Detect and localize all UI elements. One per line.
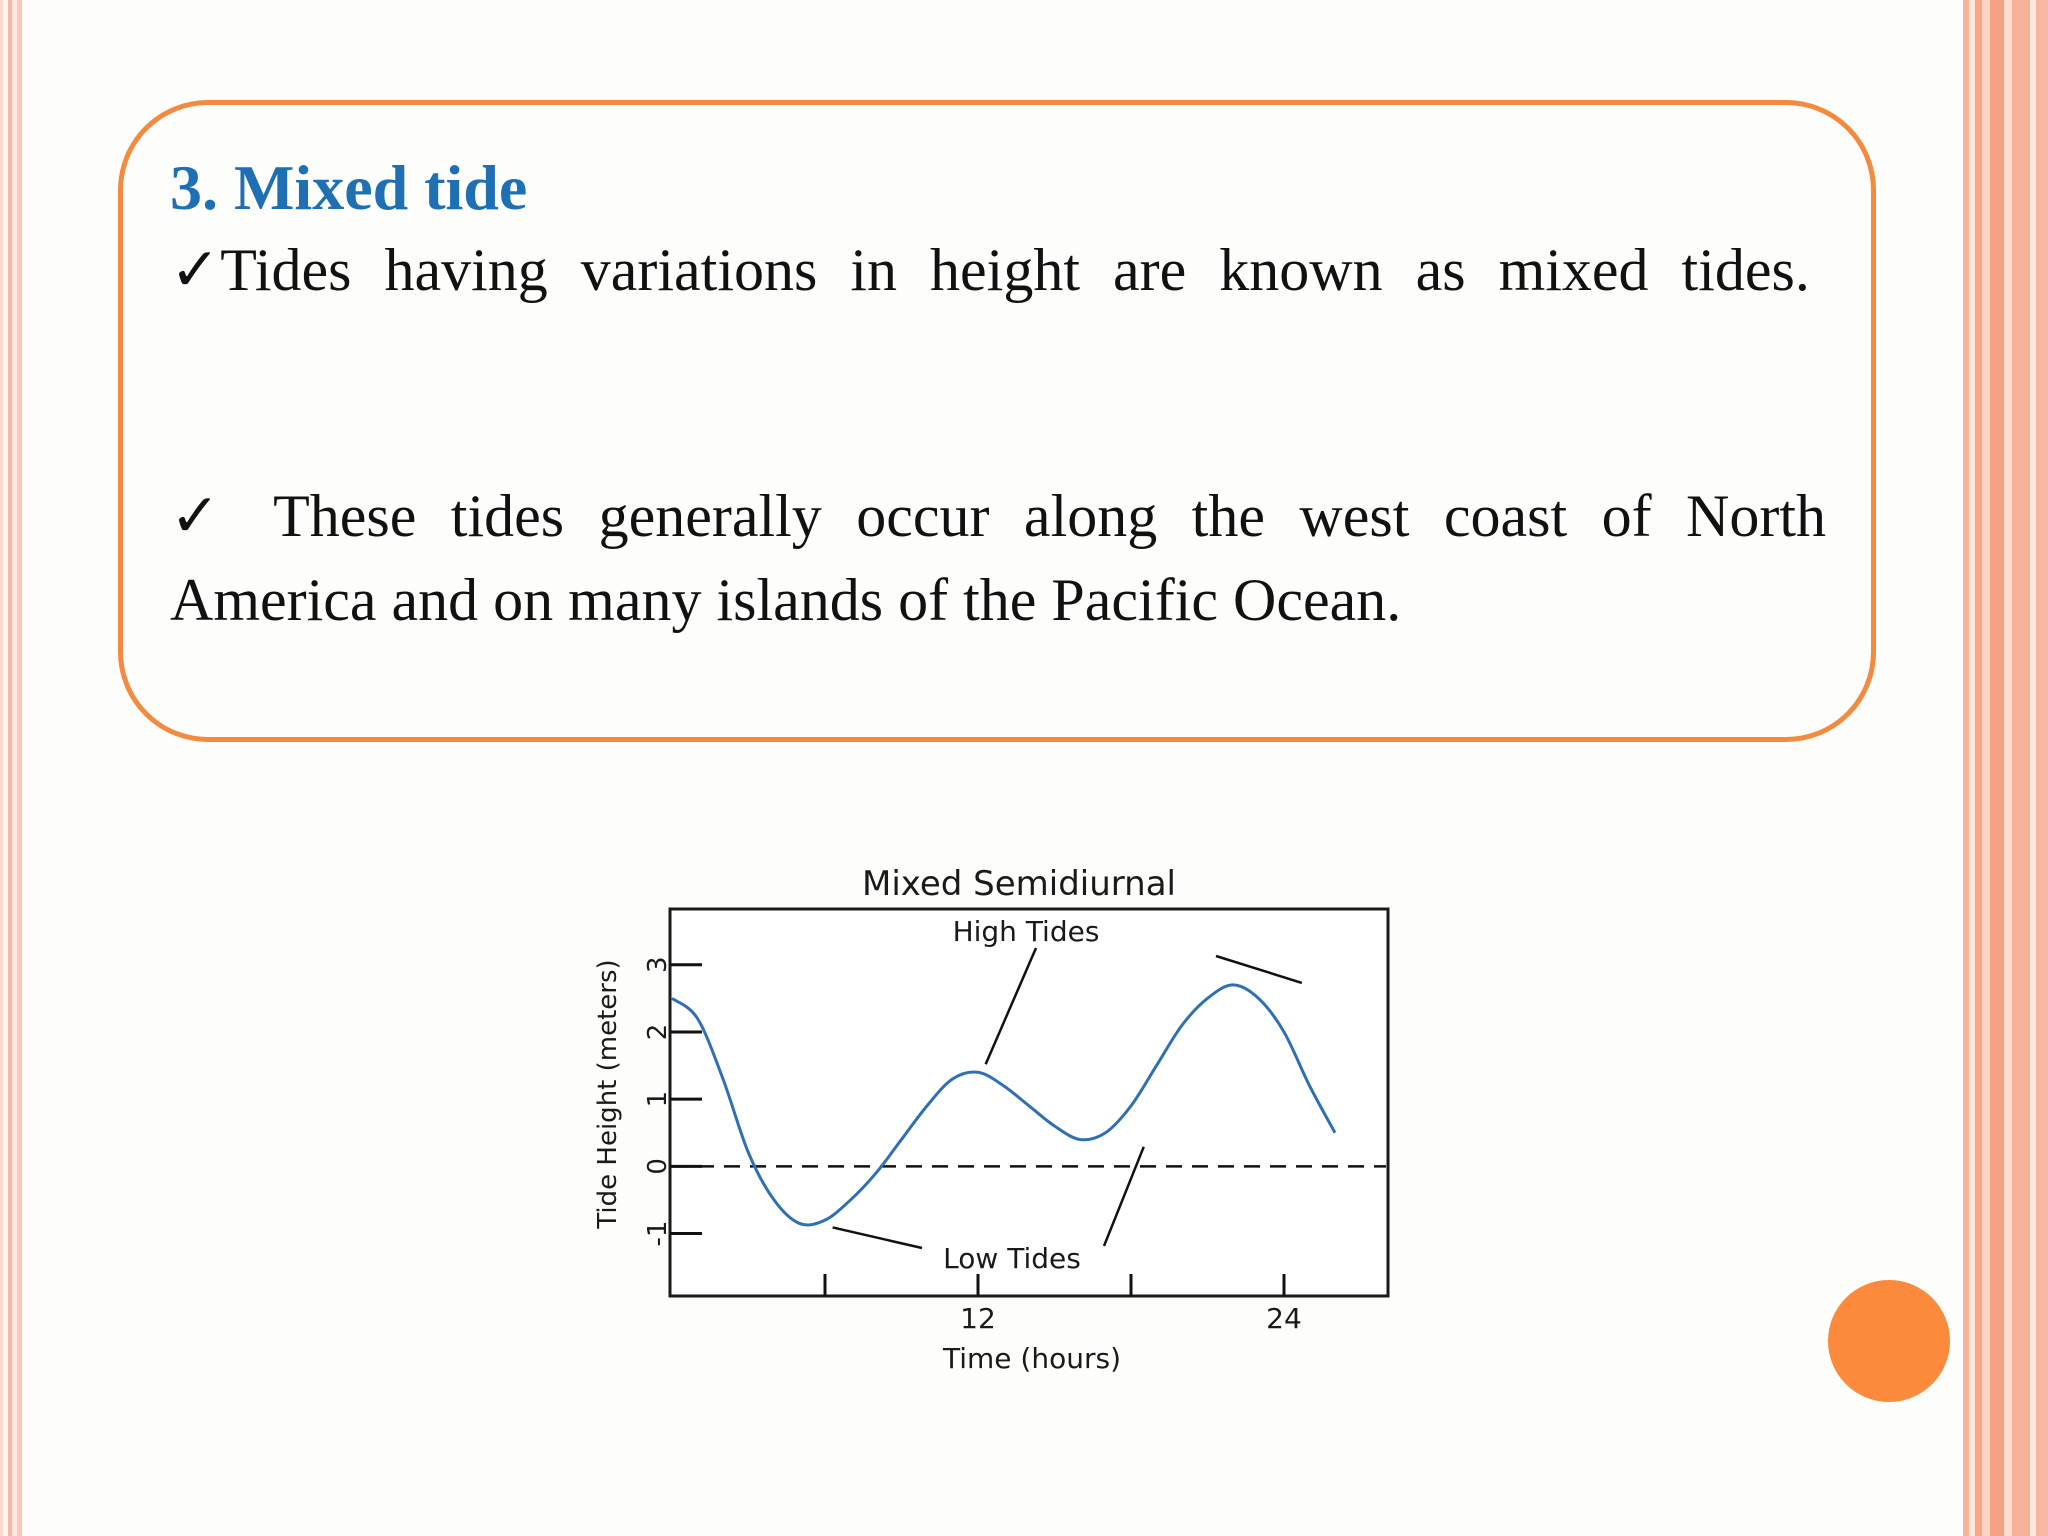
x-axis-label: Time (hours)	[943, 1342, 1121, 1375]
right-decorative-stripes	[1960, 0, 2048, 1536]
x-tick-label: 12	[960, 1302, 996, 1335]
tide-chart	[580, 858, 1420, 1398]
annotation-low-tides: Low Tides	[943, 1242, 1081, 1275]
bullet-paragraph-1	[170, 228, 1826, 312]
annotation-high-tides: High Tides	[952, 915, 1100, 948]
y-tick-label: 1	[643, 1090, 673, 1108]
checkmark-icon: ✓	[170, 237, 221, 303]
slide-heading: 3. Mixed tide	[170, 152, 528, 223]
x-tick-label: 24	[1266, 1302, 1302, 1335]
y-axis-label: Tide Height (meters)	[593, 959, 623, 1229]
bullet-text-2: These tides generally occur along the west coast of North America and on many islands of the Pacific Ocean.	[170, 483, 1827, 633]
bullet-text-1: Tides having variations in height are known as mixed tides.	[220, 237, 1810, 303]
decorative-orange-circle	[1828, 1280, 1950, 1402]
y-tick-label: 2	[643, 1023, 673, 1041]
bullet-paragraph-2	[170, 474, 1826, 642]
y-tick-label: 0	[643, 1158, 673, 1175]
checkmark-icon: ✓	[170, 483, 240, 549]
y-tick-label: 3	[643, 956, 673, 974]
tide-chart-container	[580, 858, 1420, 1398]
left-decorative-stripe	[0, 0, 26, 1536]
chart-title: Mixed Semidiurnal	[861, 864, 1177, 904]
y-tick-label: -1	[643, 1220, 673, 1247]
